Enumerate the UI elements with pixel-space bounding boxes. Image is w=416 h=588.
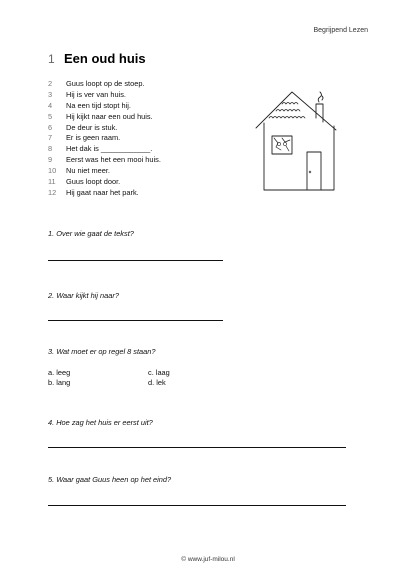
- answer-line-2[interactable]: [48, 320, 223, 321]
- question-4: 4. Hoe zag het huis er eerst uit?: [48, 418, 153, 427]
- line-text: Hij is ver van huis.: [66, 89, 126, 99]
- broken-door: [307, 152, 321, 190]
- line-number: 12: [48, 187, 57, 197]
- roof-tiles: [269, 103, 305, 119]
- story-line: [48, 123, 161, 134]
- chimney-smoke: [318, 92, 323, 102]
- line-text: Hij kijkt naar een oud huis.: [66, 111, 153, 121]
- story-line: [48, 166, 161, 177]
- question-5: 5. Waar gaat Guus heen op het eind?: [48, 475, 172, 484]
- question-2: 2. Waar kijkt hij naar?: [48, 291, 119, 300]
- line-text: Guus loopt op de stoep.: [66, 79, 145, 88]
- line-text: Het dak is ____________.: [66, 144, 153, 154]
- chimney: [316, 104, 323, 122]
- story-line: [48, 155, 161, 166]
- line-text: Er is geen raam.: [66, 133, 121, 143]
- house-illustration: [252, 88, 342, 192]
- line-number: 5: [48, 111, 53, 121]
- line-number: 8: [48, 144, 53, 154]
- story-line: [48, 101, 161, 112]
- option-c[interactable]: c. laag: [148, 368, 170, 377]
- option-d[interactable]: d. lek: [148, 378, 166, 387]
- story-line: [48, 90, 161, 101]
- line-number: 7: [48, 133, 53, 143]
- line-text: Hij gaat naar het park.: [66, 187, 139, 197]
- title-line-number: 1: [48, 52, 55, 66]
- house-walls: [264, 123, 334, 190]
- title-row: [48, 51, 146, 66]
- broken-window: [272, 136, 292, 154]
- page-title: Een oud huis: [64, 51, 146, 66]
- question-3: 3. Wat moet er op regel 8 staan?: [48, 347, 156, 356]
- story-line: [48, 133, 161, 144]
- story-line: [48, 177, 161, 188]
- line-text: De deur is stuk.: [66, 122, 118, 132]
- line-number: 11: [48, 177, 56, 187]
- question-3-options: [48, 368, 248, 388]
- line-text: Nu niet meer.: [66, 166, 110, 176]
- story-line: [48, 144, 161, 155]
- line-text: Eerst was het een mooi huis.: [66, 155, 161, 165]
- line-number: 2: [48, 79, 53, 88]
- line-number: 9: [48, 155, 53, 165]
- footer-credit: © www.juf-milou.nl: [181, 556, 235, 563]
- line-number: 3: [48, 89, 53, 99]
- line-number: 10: [48, 166, 57, 176]
- story-lines: [48, 79, 161, 199]
- answer-line-5[interactable]: [48, 505, 346, 506]
- header-subject: Begrijpend Lezen: [313, 27, 368, 34]
- answer-line-1[interactable]: [48, 260, 223, 261]
- question-1: 1. Over wie gaat de tekst?: [48, 229, 134, 238]
- story-line: [48, 79, 161, 90]
- option-b[interactable]: b. lang: [48, 378, 71, 387]
- line-text: Guus loopt door.: [66, 177, 121, 187]
- answer-line-4[interactable]: [48, 447, 346, 448]
- story-line: [48, 112, 161, 123]
- line-text: Na een tijd stopt hij.: [66, 100, 131, 110]
- line-number: 4: [48, 100, 53, 110]
- option-a[interactable]: a. leeg: [48, 368, 71, 377]
- line-number: 6: [48, 122, 53, 132]
- story-line: [48, 188, 161, 199]
